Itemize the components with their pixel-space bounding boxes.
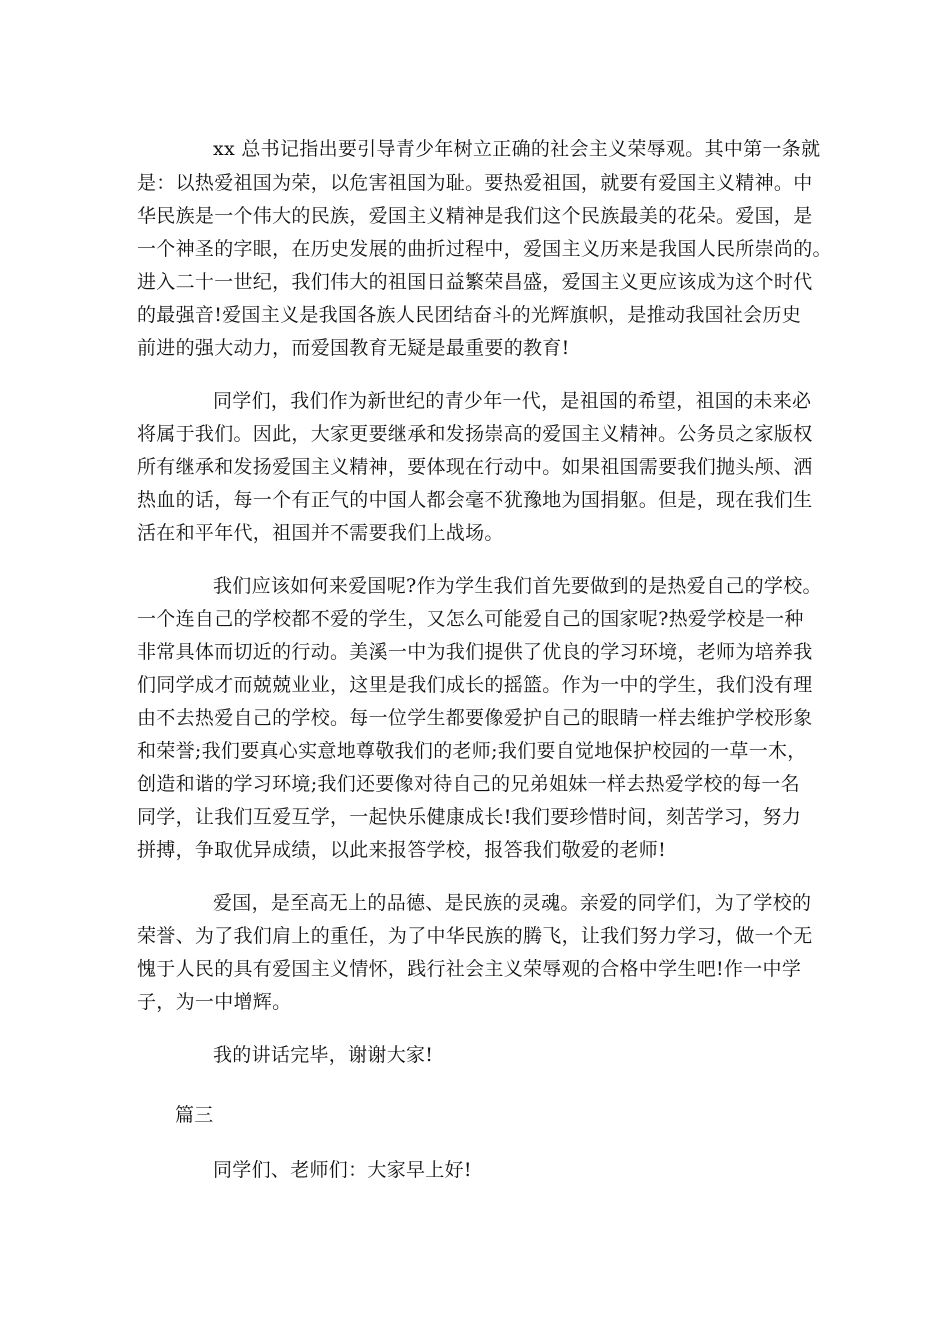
text-line: 子，为一中增辉。 (137, 991, 292, 1013)
text-line: 是：以热爱祖国为荣，以危害祖国为耻。要热爱祖国，就要有爱国主义精神。中 (137, 172, 813, 194)
text-line: 创造和谐的学习环境;我们还要像对待自己的兄弟姐妹一样去热爱学校的每一名 (137, 773, 800, 795)
text-line: 爱国，是至高无上的品德、是民族的灵魂。亲爱的同学们，为了学校的 (213, 892, 812, 914)
text-line: 一个连自己的学校都不爱的学生，又怎么可能爱自己的国家呢?热爱学校是一种 (137, 608, 804, 630)
text-line: 愧于人民的具有爱国主义情怀，践行社会主义荣辱观的合格中学生吧!作一中学 (137, 958, 802, 980)
text-line: xx 总书记指出要引导青少年树立正确的社会主义荣辱观。其中第一条就 (213, 138, 821, 160)
text-line: 前进的强大动力，而爱国教育无疑是最重要的教育! (137, 337, 570, 359)
text-line: 由不去热爱自己的学校。每一位学生都要像爱护自己的眼睛一样去维护学校形象 (137, 707, 813, 729)
text-line: 将属于我们。因此，大家更要继承和发扬崇高的爱国主义精神。公务员之家版权 (137, 423, 813, 445)
text-line: 一个神圣的字眼，在历史发展的曲折过程中，爱国主义历来是我国人民所崇尚的。 (137, 238, 832, 260)
text-line: 荣誉、为了我们肩上的重任，为了中华民族的腾飞，让我们努力学习，做一个无 (137, 925, 813, 947)
text-line: 我们应该如何来爱国呢?作为学生我们首先要做到的是热爱自己的学校。 (213, 575, 822, 597)
text-line: 所有继承和发扬爱国主义精神，要体现在行动中。如果祖国需要我们抛头颅、洒 (137, 456, 813, 478)
text-line: 同学们，我们作为新世纪的青少年一代，是祖国的希望，祖国的未来必 (213, 390, 812, 412)
text-line: 的最强音!爱国主义是我国各族人民团结奋斗的光辉旗帜，是推动我国社会历史 (137, 304, 802, 326)
text-line: 我的讲话完毕，谢谢大家! (213, 1044, 434, 1066)
text-line: 热血的话，每一个有正气的中国人都会毫不犹豫地为国捐躯。但是，现在我们生 (137, 489, 813, 511)
text-line: 进入二十一世纪，我们伟大的祖国日益繁荣昌盛，爱国主义更应该成为这个时代 (137, 271, 813, 293)
text-line: 华民族是一个伟大的民族，爱国主义精神是我们这个民族最美的花朵。爱国，是 (137, 205, 813, 227)
text-line: 非常具体而切近的行动。美溪一中为我们提供了优良的学习环境，老师为培养我 (137, 641, 813, 663)
section-title: 篇三 (175, 1104, 214, 1126)
text-line: 拼搏，争取优异成绩，以此来报答学校，报答我们敬爱的老师! (137, 839, 667, 861)
text-line: 们同学成才而兢兢业业，这里是我们成长的摇篮。作为一中的学生，我们没有理 (137, 674, 813, 696)
text-line: 活在和平年代，祖国并不需要我们上战场。 (137, 522, 504, 544)
text-line: 同学，让我们互爱互学，一起快乐健康成长!我们要珍惜时间，刻苦学习，努力 (137, 806, 802, 828)
text-line: 同学们、老师们：大家早上好! (213, 1159, 472, 1181)
text-line: 和荣誉;我们要真心实意地尊敬我们的老师;我们要自觉地保护校园的一草一木， (137, 740, 807, 762)
